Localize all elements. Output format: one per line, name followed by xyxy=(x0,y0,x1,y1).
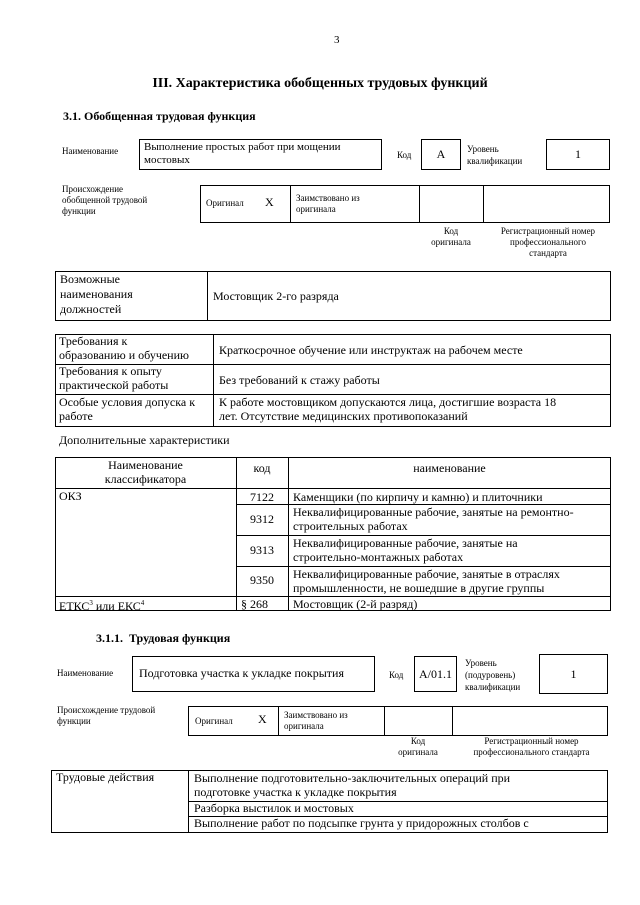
positions-label-1: Возможные xyxy=(60,272,120,286)
col-classifier-2: классификатора xyxy=(104,472,187,486)
col-name: наименование xyxy=(413,461,486,475)
okz-name-9313-2: строительно-монтажных работах xyxy=(293,550,464,564)
action-2-line-1: Разборка выстилок и мостовых xyxy=(194,801,354,815)
tf-borrowed-label-2: оригинала xyxy=(284,721,324,731)
tf-origin-code-1: Код xyxy=(410,736,426,746)
positions-value: Мостовщик 2-го разряда xyxy=(213,289,339,303)
req-conditions-label-1: Особые условия допуска к xyxy=(59,395,196,409)
action-3-line-1: Выполнение работ по подсыпке грунта у придорожных столбов с xyxy=(194,816,529,830)
tf-reg-number: профессионального стандарта xyxy=(473,747,590,757)
req-conditions-value-2: лет. Отсутствие медицинских противопоказаний xyxy=(219,409,468,423)
gtf-original-label: Оригинал xyxy=(206,198,244,208)
action-1-line-1: Выполнение подготовительно-заключительных операций при xyxy=(194,771,511,785)
etks-label: ЕТКС$^3$ или ЕКС$^4$ xyxy=(59,599,145,613)
okz-name-9312-1: Неквалифицированные рабочие, занятые на ремонтно- xyxy=(293,505,574,519)
gtf-name-label: Наименование xyxy=(62,146,119,156)
req-experience-value: Без требований к стажу работы xyxy=(219,373,380,387)
tf-original-mark: X xyxy=(258,712,267,726)
gtf-level-value: 1 xyxy=(546,139,610,170)
etks-code: § 268 xyxy=(241,597,268,611)
tf-level-label-1: Уровень xyxy=(465,658,497,668)
page-number: 3 xyxy=(334,34,340,46)
gtf-origin-label-3: функции xyxy=(62,206,96,216)
tf-original-label: Оригинал xyxy=(195,716,233,726)
tf-reg-number-1: Регистрационный номер xyxy=(484,736,579,746)
okz-name-7122: Каменщики (по кирпичу и камню) и плиточники xyxy=(293,490,543,504)
tf-level-label-3: квалификации xyxy=(465,682,521,692)
section-title: III. Характеристика обобщенных трудовых функций xyxy=(152,76,488,91)
gtf-level-label-2: квалификации xyxy=(467,156,523,166)
tf-code-value: A/01.1 xyxy=(414,656,457,692)
gtf-code-label: Код xyxy=(397,150,412,160)
gtf-original-mark: X xyxy=(265,195,274,209)
okz-name-9350-2: промышленности, не вошедшие в другие группы xyxy=(293,581,545,595)
gtf-origin-code-2: оригинала xyxy=(431,237,471,247)
action-1-line-2: подготовке участка к укладке покрытия xyxy=(194,785,397,799)
gtf-heading: 3.1. Обобщенная трудовая функция xyxy=(63,109,256,123)
okz-code-9350: 9350 xyxy=(250,573,274,587)
tf-code-label: Код xyxy=(389,670,404,680)
okz-label: ОКЗ xyxy=(59,489,82,503)
tf-borrowed-label-1: Заимствовано из xyxy=(284,710,348,720)
gtf-reg-number-2: профессионального xyxy=(510,237,586,247)
req-conditions-value-1: К работе мостовщиком допускаются лица, достигшие возраста 18 xyxy=(219,395,557,409)
okz-name-9312-2: строительных работах xyxy=(293,519,408,533)
okz-code-7122: 7122 xyxy=(250,490,274,504)
okz-name-9313-1: Неквалифицированные рабочие, занятые на xyxy=(293,536,518,550)
req-experience-label-2: практической работы xyxy=(59,378,169,392)
tf-origin-code-2: оригинала xyxy=(398,747,438,757)
tf-origin-label-2: функции xyxy=(57,716,91,726)
gtf-borrowed-label-2: оригинала xyxy=(296,204,336,214)
tf-heading: 3.1.1. Трудовая функция xyxy=(96,631,231,645)
additional-heading: Дополнительные характеристики xyxy=(59,433,230,447)
positions-label-3: должностей xyxy=(60,302,122,316)
gtf-name-line2: мостовых xyxy=(144,154,190,166)
req-education-label-2: образованию и обучению xyxy=(59,348,189,362)
tf-name-label: Наименование xyxy=(57,668,114,678)
gtf-origin-code-1: Код xyxy=(443,226,459,236)
gtf-origin-label-1: Происхождение xyxy=(62,184,124,194)
etks-name: Мостовщик (2-й разряд) xyxy=(293,597,418,611)
tf-level-label-2: (подуровень) xyxy=(465,670,516,680)
gtf-origin-box xyxy=(200,185,610,223)
col-classifier-1: Наименование xyxy=(108,458,183,472)
tf-name-value: Подготовка участка к укладке покрытия xyxy=(139,666,344,680)
gtf-code-value: A xyxy=(421,139,461,170)
req-education-label-1: Требования к xyxy=(59,334,128,348)
req-experience-label-1: Требования к опыту xyxy=(59,364,162,378)
gtf-level-label-1: Уровень xyxy=(467,144,499,154)
okz-code-9312: 9312 xyxy=(250,512,274,526)
gtf-origin-label-2: обобщенной трудовой xyxy=(62,195,148,205)
actions-label: Трудовые действия xyxy=(56,770,155,784)
col-code: код xyxy=(253,461,271,475)
tf-level-value: 1 xyxy=(539,654,608,694)
tf-origin-box xyxy=(188,706,608,736)
positions-label-2: наименования xyxy=(60,287,133,301)
okz-code-9313: 9313 xyxy=(250,543,274,557)
gtf-reg-number-1: Регистрационный номер xyxy=(500,226,596,236)
gtf-reg-number-3: стандарта xyxy=(529,248,567,258)
req-conditions-label-2: работе xyxy=(59,409,93,423)
tf-origin-label-1: Происхождение трудовой xyxy=(57,705,156,715)
okz-name-9350-1: Неквалифицированные рабочие, занятые в отраслях xyxy=(293,567,560,581)
gtf-name-line1: Выполнение простых работ при мощении xyxy=(144,141,341,153)
gtf-borrowed-label-1: Заимствовано из xyxy=(296,193,360,203)
req-education-value: Краткосрочное обучение или инструктаж на рабочем месте xyxy=(219,343,523,357)
